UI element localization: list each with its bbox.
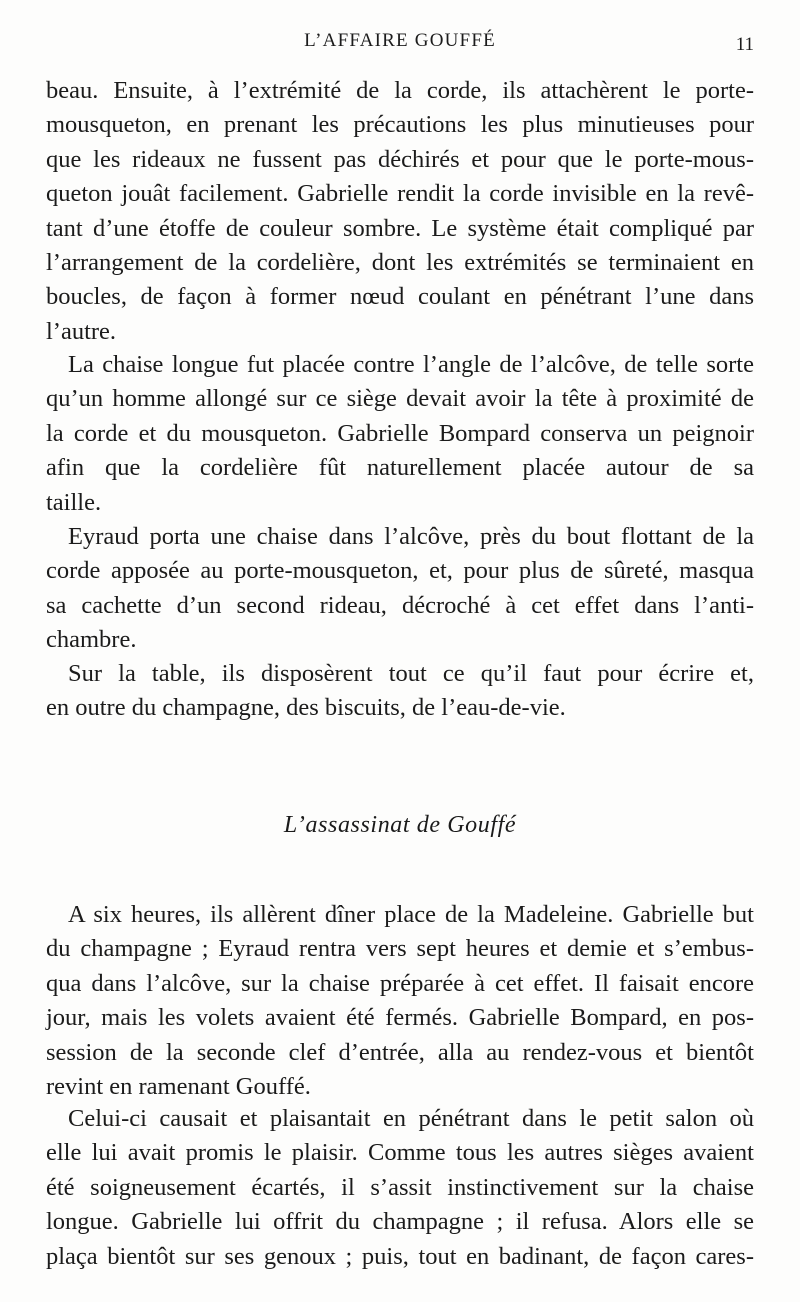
text-line: Celui-ci causait et plaisantait en pénétrant dans le petit salon où	[68, 1105, 754, 1132]
text-line: du champagne ; Eyraud rentra vers sept heures et demie et s’embus-	[46, 935, 754, 963]
text-line: boucles, de façon à former nœud coulant en pénétrant l’une dans	[46, 283, 754, 311]
paragraph-4	[46, 657, 754, 726]
text-line: chambre.	[46, 626, 137, 654]
text-line: sa cachette d’un second rideau, décroché à cet effet dans l’anti-	[46, 591, 754, 619]
text-line: en outre du champagne, des biscuits, de l’eau-de-vie.	[46, 694, 566, 722]
text-line: corde apposée au porte-mousqueton, et, pour plus de sûreté, masqua	[46, 557, 754, 585]
running-title: L’AFFAIRE GOUFFÉ	[304, 30, 496, 51]
paragraph-3	[46, 520, 754, 658]
text-line: qua dans l’alcôve, sur la chaise préparée à cet effet. Il faisait encore	[46, 969, 754, 997]
text-line: La chaise longue fut placée contre l’angle de l’alcôve, de telle sorte	[68, 351, 754, 378]
text-line: elle lui avait promis le plaisir. Comme tous les autres sièges avaient	[46, 1139, 754, 1167]
text-line: queton jouât facilement. Gabrielle rendit la corde invisible en la revê-	[46, 180, 754, 208]
text-line: beau. Ensuite, à l’extrémité de la corde, ils attachèrent le porte-	[46, 77, 754, 104]
text-line: mousqueton, en prenant les précautions les plus minutieuses pour	[46, 111, 754, 139]
text-line: longue. Gabrielle lui offrit du champagne ; il refusa. Alors elle se	[46, 1208, 754, 1236]
text-line: jour, mais les volets avaient été fermés. Gabrielle Bompard, en pos-	[46, 1004, 754, 1032]
paragraph-6	[46, 1102, 754, 1274]
section-heading: L’assassinat de Gouffé	[283, 812, 517, 838]
text-line: qu’un homme allongé sur ce siège devait avoir la tête à proximité de	[46, 385, 754, 413]
text-line: taille.	[46, 488, 102, 516]
text-line: l’arrangement de la cordelière, dont les extrémités se terminaient en	[46, 248, 754, 276]
paragraph-5	[46, 898, 754, 1104]
text-line: Sur la table, ils disposèrent tout ce qu’il faut pour écrire et,	[68, 660, 754, 687]
paragraph-2	[46, 348, 754, 520]
paragraph-1	[46, 74, 754, 349]
text-line: été soigneusement écartés, il s’assit instinctivement sur la chaise	[46, 1173, 754, 1201]
text-line: l’autre.	[46, 317, 117, 345]
text-line: A six heures, ils allèrent dîner place de la Madeleine. Gabrielle but	[68, 901, 754, 928]
text-line: revint en ramenant Gouffé.	[46, 1072, 311, 1100]
text-line: afin que la cordelière fût naturellement placée autour de sa	[46, 454, 754, 482]
text-line: tant d’une étoffe de couleur sombre. Le système était compliqué par	[46, 214, 754, 242]
text-line: session de la seconde clef d’entrée, alla au rendez-vous et bientôt	[46, 1038, 754, 1066]
page-number: 11	[735, 34, 754, 55]
running-head	[0, 30, 800, 58]
text-line: plaça bientôt sur ses genoux ; puis, tout en badinant, de façon cares-	[46, 1242, 754, 1270]
text-line: la corde et du mousqueton. Gabrielle Bompard conserva un peignoir	[46, 419, 754, 447]
text-line: que les rideaux ne fussent pas déchirés et pour que le porte-mous-	[46, 145, 754, 173]
text-line: Eyraud porta une chaise dans l’alcôve, près du bout flottant de la	[68, 523, 754, 550]
